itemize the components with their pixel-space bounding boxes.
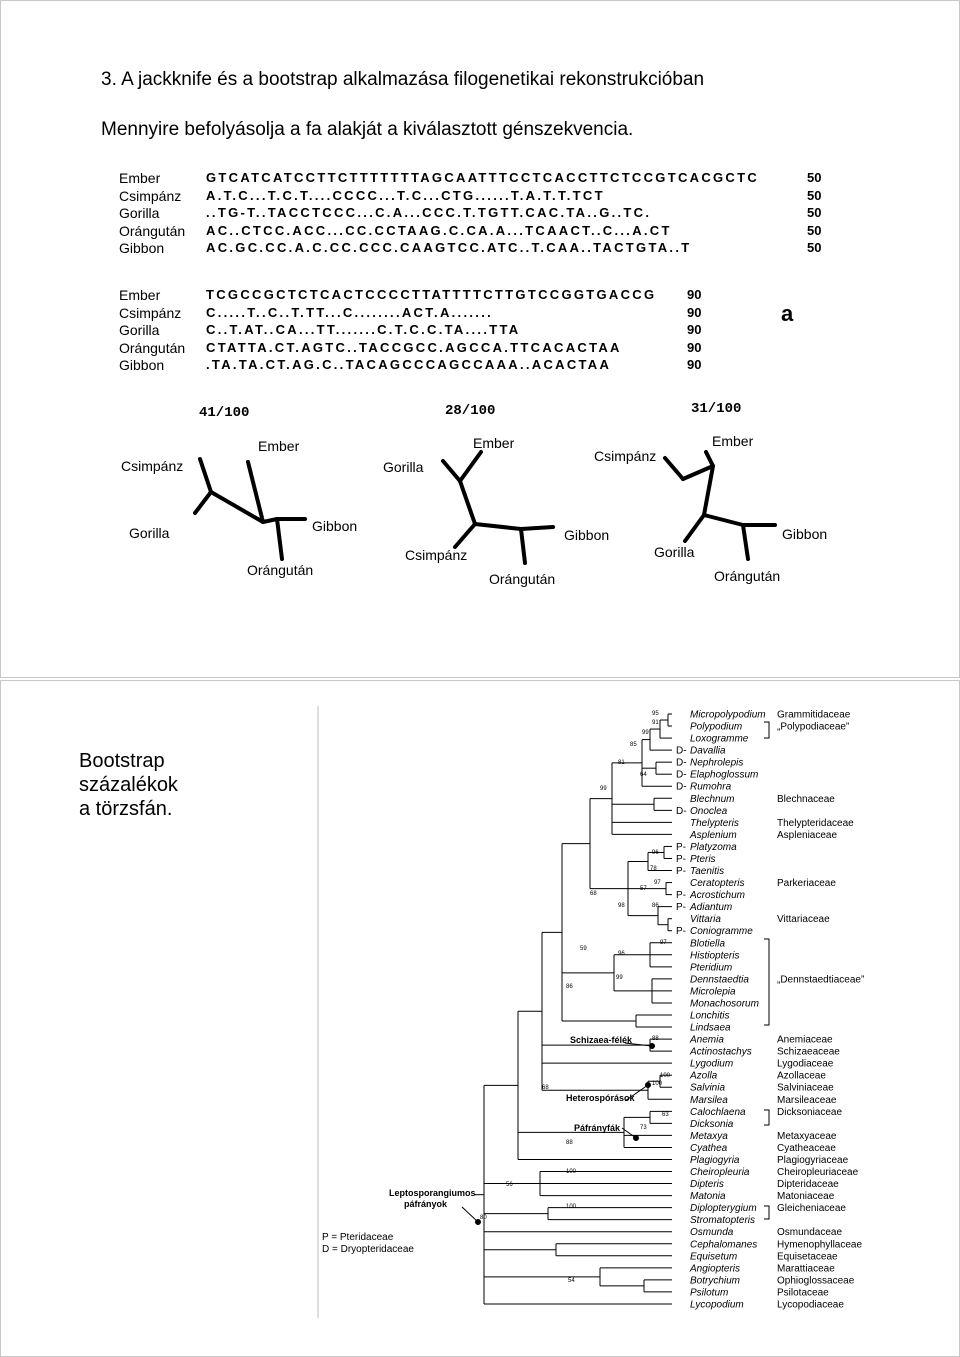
bootstrap-value: 100 (566, 1169, 577, 1175)
bootstrap-value: 86 (566, 984, 573, 990)
tree-3-label-gorilla: Gorilla (654, 544, 695, 560)
taxon-label: Dennstaedtia (690, 974, 749, 986)
taxon-label: Psilotum (690, 1287, 729, 1299)
taxon-label: Dicksonia (690, 1118, 734, 1130)
taxon-label: Lygodium (690, 1058, 734, 1070)
taxon-label: Botrychium (690, 1275, 741, 1287)
taxon-label: Equisetum (690, 1251, 738, 1263)
tree-1-label-ember: Ember (258, 438, 300, 454)
taxon-label: Adiantum (690, 902, 733, 914)
taxon-family-marker: D- (676, 805, 687, 817)
sequence-text: A.T.C...T.C.T....CCCC...T.C...CTG......T.A.T.T.TCT (206, 187, 605, 203)
family-label: Azollaceae (777, 1070, 826, 1082)
taxon-label: Rumohra (690, 781, 732, 793)
bootstrap-value: 95 (652, 711, 659, 717)
taxon-label: Nephrolepis (690, 757, 744, 769)
taxon-label: Cheiropleuria (690, 1167, 750, 1179)
sequence-text: AC.GC.CC.A.C.CC.CCC.CAAGTCC.ATC..T.CAA..TACTGTA..T (206, 240, 692, 255)
family-label: Lygodiaceae (777, 1058, 834, 1070)
bootstrap-value: 86 (652, 903, 659, 909)
taxon-label: Pteris (690, 853, 716, 865)
tree-3-label-gibbon: Gibbon (782, 526, 828, 542)
taxon-label: Monachosorum (690, 998, 759, 1010)
family-label: Marsileaceae (777, 1094, 837, 1106)
position-number: 90 (687, 322, 702, 337)
taxon-label: Anemia (690, 1034, 724, 1046)
taxon-label: Blechnum (690, 793, 735, 805)
taxon-label: Onoclea (690, 805, 728, 817)
sequence-text: GTCATCATCCTTCTTTTTTTAGCAATTTCCTCACCTTCTCCGTCACGCTC (206, 170, 760, 185)
bootstrap-value: 68 (542, 1085, 549, 1091)
species-name: Gorilla (119, 205, 160, 221)
taxon-label: Osmunda (690, 1227, 734, 1239)
taxon-family-marker: P- (676, 890, 686, 902)
tree-3-label-ember: Ember (712, 433, 754, 449)
group-leptosporangiate-2: páfrányok (404, 1199, 448, 1209)
species-name: Gibbon (119, 240, 165, 256)
bootstrap-value: 59 (580, 946, 587, 952)
position-number: 50 (807, 205, 822, 220)
group-tree-ferns: Páfrányfák (574, 1123, 621, 1133)
bootstrap-value: 64 (640, 772, 647, 778)
species-name: Orángután (119, 222, 186, 239)
legend-dryopteridaceae: D = Dryopteridaceae (322, 1244, 414, 1255)
family-label: Ophioglossaceae (777, 1275, 855, 1287)
species-name: Ember (119, 287, 161, 303)
position-number: 90 (687, 357, 702, 372)
taxon-family-marker: P- (676, 902, 686, 914)
position-number: 90 (687, 304, 702, 320)
pointer-dot (646, 1083, 651, 1088)
tree-1-label-gibbon: Gibbon (312, 518, 358, 534)
taxon-label: Diplopterygium (690, 1203, 757, 1215)
position-number: 50 (807, 222, 822, 238)
family-label: Plagiogyriaceae (777, 1154, 849, 1166)
family-label: Grammitidaceae (777, 709, 851, 721)
bracket-gleicheniaceae (764, 1206, 769, 1219)
tree-1-label-orangutan: Orángután (247, 562, 314, 578)
taxon-label: Actinostachys (690, 1046, 752, 1058)
taxon-label: Lindsaea (690, 1022, 731, 1034)
family-label: Metaxyaceae (777, 1130, 837, 1142)
taxon-family-marker: P- (676, 841, 686, 853)
taxon-label: Histiopteris (690, 950, 740, 962)
taxon-label: Asplenium (690, 829, 737, 841)
group-leptosporangiate-1: Leptosporangiumos (389, 1188, 476, 1198)
taxon-label: Polypodium (690, 721, 743, 733)
tree-2-label-gorilla: Gorilla (383, 459, 424, 475)
bootstrap-value: 54 (568, 1278, 575, 1284)
bootstrap-value: 100 (660, 1073, 671, 1079)
pointer-leptosporangiate (462, 1207, 478, 1222)
sequence-text: .TA.TA.CT.AG.C..TACAGCCCAGCCAAA..ACACTAA (206, 357, 612, 372)
bootstrap-value: 57 (640, 886, 647, 892)
taxon-label: Ceratopteris (690, 878, 745, 890)
taxon-label: Stromatopteris (690, 1215, 756, 1227)
bootstrap-value: 99 (642, 730, 649, 736)
taxon-label: Lycopodium (690, 1299, 744, 1311)
taxon-label: Matonia (690, 1191, 726, 1203)
taxon-label: Metaxya (690, 1130, 728, 1142)
species-name: Gorilla (119, 322, 160, 338)
bootstrap-value: 99 (600, 786, 607, 792)
bootstrap-value: 81 (618, 760, 625, 766)
family-label: Blechnaceae (777, 793, 835, 805)
family-label: Aspleniaceae (777, 829, 838, 841)
bootstrap-value: 73 (640, 1125, 647, 1131)
bootstrap-value: 97 (654, 880, 661, 886)
tree-1-label-csimpanz: Csimpánz (121, 458, 184, 474)
group-schizaea: Schizaea-félék (570, 1035, 633, 1045)
tree-2-label-ember: Ember (473, 435, 515, 451)
bootstrap-value: 68 (590, 891, 597, 897)
taxon-label: Marsilea (690, 1094, 728, 1106)
taxon-label: Cephalomanes (690, 1239, 758, 1251)
family-label: Psilotaceae (777, 1287, 829, 1299)
family-label: Schizaeaceae (777, 1046, 840, 1058)
bootstrap-value: 78 (650, 866, 657, 872)
taxon-family-marker: P- (676, 853, 686, 865)
panel-mark: a (781, 301, 794, 326)
species-name: Gibbon (119, 357, 165, 373)
taxon-label: Davallia (690, 745, 726, 757)
family-label: Lycopodiaceae (777, 1299, 844, 1311)
taxon-label: Loxogramme (690, 733, 749, 745)
tree-3-bootstrap: 31/100 (691, 401, 742, 417)
position-number: 50 (807, 240, 822, 255)
family-label: Cyatheaceae (777, 1142, 836, 1154)
family-label: Dipteridaceae (777, 1179, 839, 1191)
taxon-label: Cyathea (690, 1142, 728, 1154)
bracket-dennstaedtiaceae (764, 939, 769, 1025)
sequence-text: ..TG-T..TACCTCCC...C.A...CCC.T.TGTT.CAC.TA..G..TC. (206, 205, 652, 220)
caption-line: Bootstrap (79, 750, 165, 772)
sequence-text: CTATTA.CT.AGTC..TACCGCC.AGCCA.TTCACACTAA (206, 339, 622, 355)
taxon-label: Pteridium (690, 962, 733, 974)
tree-1-bootstrap: 41/100 (199, 405, 250, 421)
species-name: Csimpánz (119, 187, 182, 204)
position-number: 50 (807, 170, 822, 185)
tree-2-label-orangutan: Orángután (489, 571, 556, 587)
position-number: 90 (687, 339, 702, 355)
caption-line: százalékok (79, 774, 178, 796)
taxon-family-marker: D- (676, 745, 687, 757)
bootstrap-value: 97 (660, 940, 667, 946)
tree-2-label-csimpanz: Csimpánz (405, 547, 468, 563)
sequence-text: C.....T..C..T.TT...C........ACT.A....... (206, 304, 494, 320)
position-number: 50 (807, 187, 822, 203)
taxon-label: Acrostichum (690, 890, 746, 902)
slide-title: 3. A jackknife és a bootstrap alkalmazása filogenetikai rekonstrukcióban (101, 69, 705, 90)
family-label: Marattiaceae (777, 1263, 835, 1275)
taxon-label: Salvinia (690, 1082, 726, 1094)
legend-pteridaceae: P = Pteridaceae (322, 1232, 394, 1243)
taxon-label: Platyzoma (690, 841, 737, 853)
taxon-label: Coniogramme (690, 926, 753, 938)
family-label: Vittariaceae (777, 914, 830, 926)
bootstrap-value: 96 (652, 850, 659, 856)
taxon-family-marker: D- (676, 757, 687, 769)
taxon-label: Blotiella (690, 938, 726, 950)
bootstrap-value: 100 (652, 1081, 663, 1087)
bootstrap-value: 88 (652, 1036, 659, 1042)
family-label: „Dennstaedtiaceae” (777, 974, 865, 986)
family-label: Hymenophyllaceae (777, 1239, 863, 1251)
tree-3-label-orangutan: Orángután (714, 568, 781, 584)
sequence-text: TCGCCGCTCTCACTCCCCTTATTTTCTTGTCCGGTGACCG (206, 287, 657, 302)
family-label: „Polypodiaceae” (777, 721, 850, 733)
family-label: Parkeriaceae (777, 878, 836, 890)
family-label: Salviniaceae (777, 1082, 834, 1094)
bootstrap-value: 56 (506, 1182, 513, 1188)
bootstrap-value: 88 (566, 1140, 573, 1146)
species-name: Orángután (119, 339, 186, 356)
taxon-label: Azolla (690, 1070, 718, 1082)
bootstrap-value: 63 (662, 1112, 669, 1118)
slide-subtitle: Mennyire befolyásolja a fa alakját a kiválasztott génszekvencia. (101, 119, 634, 140)
taxon-label: Dipteris (690, 1179, 724, 1191)
taxon-family-marker: D- (676, 769, 687, 781)
taxon-family-marker: P- (676, 866, 686, 878)
group-heterosporous: Heterospórások (566, 1093, 635, 1103)
bootstrap-value: 80 (480, 1215, 487, 1221)
taxon-label: Angiopteris (690, 1263, 741, 1275)
taxon-family-marker: D- (676, 781, 687, 793)
taxon-family-marker: P- (676, 926, 686, 938)
tree-2-bootstrap: 28/100 (445, 403, 496, 419)
position-number: 90 (687, 287, 702, 302)
taxon-label: Lonchitis (690, 1010, 730, 1022)
family-label: Thelypteridaceae (777, 817, 854, 829)
taxon-label: Calochlaena (690, 1106, 746, 1118)
family-label: Cheiropleuriaceae (777, 1167, 859, 1179)
taxon-label: Taenitis (690, 866, 725, 878)
family-label: Gleicheniaceae (777, 1203, 846, 1215)
bracket-dicksoniaceae (764, 1110, 769, 1125)
family-label: Osmundaceae (777, 1227, 843, 1239)
taxon-label: Vittaria (690, 914, 721, 926)
species-name: Ember (119, 170, 161, 186)
sequence-text: C..T.AT..CA...TT.......C.T.C.C.TA....TTA (206, 322, 521, 337)
caption-line: a törzsfán. (79, 798, 173, 820)
bootstrap-value: 100 (566, 1204, 577, 1210)
taxon-label: Plagiogyria (690, 1154, 740, 1166)
pointer-dot (650, 1044, 655, 1049)
family-label: Anemiaceae (777, 1034, 833, 1046)
pointer-dot (634, 1136, 639, 1141)
family-label: Matoniaceae (777, 1191, 835, 1203)
tree-3-label-csimpanz: Csimpánz (594, 448, 657, 464)
sequence-text: AC..CTCC.ACC...CC.CCTAAG.C.CA.A...TCAACT..C...A.CT (206, 222, 672, 238)
tree-1-label-gorilla: Gorilla (129, 525, 170, 541)
family-label: Equisetaceae (777, 1251, 838, 1263)
species-name: Csimpánz (119, 304, 182, 321)
taxon-label: Microlepia (690, 986, 736, 998)
bootstrap-value: 99 (616, 975, 623, 981)
bracket-polypodiaceae (764, 722, 769, 738)
bootstrap-value: 96 (618, 951, 625, 957)
taxon-label: Micropolypodium (690, 709, 766, 721)
bootstrap-value: 85 (630, 742, 637, 748)
taxon-label: Elaphoglossum (690, 769, 759, 781)
tree-2-label-gibbon: Gibbon (564, 527, 610, 543)
bootstrap-value: 91 (652, 720, 659, 726)
bootstrap-value: 98 (618, 903, 625, 909)
pointer-dot (476, 1220, 481, 1225)
taxon-label: Thelypteris (690, 817, 739, 829)
family-label: Dicksoniaceae (777, 1106, 843, 1118)
